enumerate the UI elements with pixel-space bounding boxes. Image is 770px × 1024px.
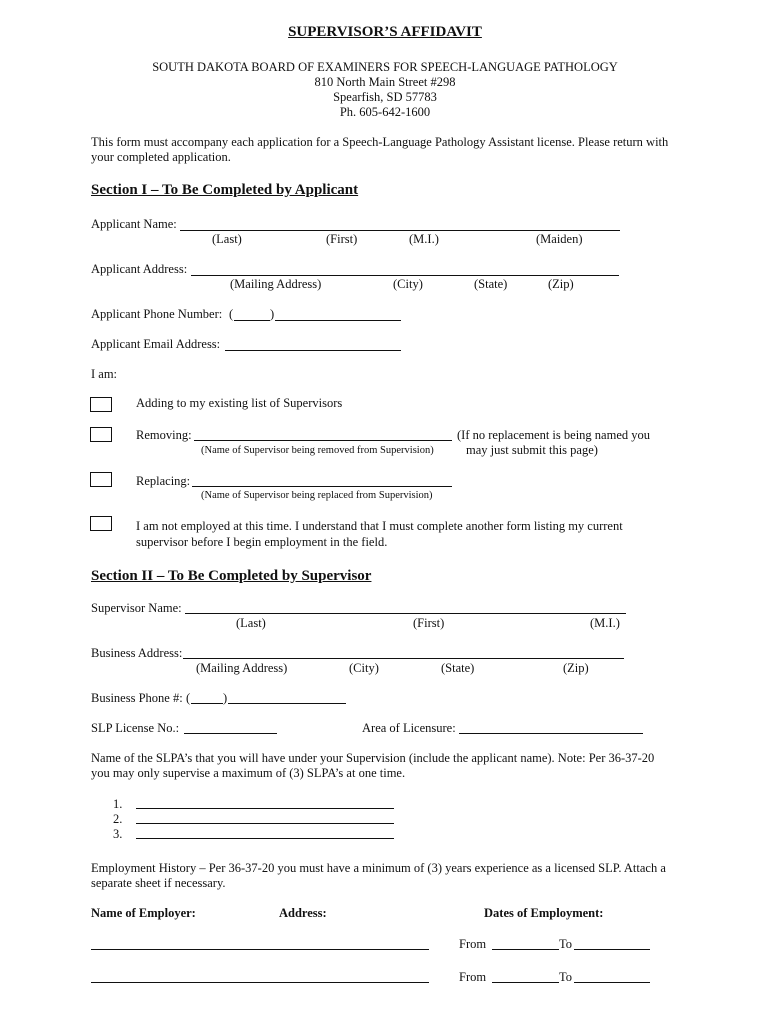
replacing-checkbox[interactable] [90,472,112,487]
phone-paren-open: ( [229,307,234,321]
applicant-name-label: Applicant Name: [91,217,177,231]
replacing-sublabel: (Name of Supervisor being replaced from Supervision) [201,490,433,501]
board-city: Spearfish, SD 57783 [333,90,437,104]
intro-text-2: your completed application. [91,150,231,164]
slpa-number-3: 3. [113,827,123,841]
removing-checkbox[interactable] [90,427,112,442]
biz-phone-paren-close: ) [223,691,228,705]
business-phone-label: Business Phone #: [91,691,183,705]
slpa-name-field-1[interactable] [136,808,394,809]
slpa-name-field-3[interactable] [136,838,394,839]
intro-text: This form must accompany each application for a Speech-Language Pathology Assistant license. Please return with [91,135,669,149]
applicant-name-field[interactable] [180,230,620,231]
to-label-2: To [559,970,573,984]
removing-note: (If no replacement is being named you [457,428,650,442]
address-column-header: Address: [279,906,327,920]
employer-column-header: Name of Employer: [91,906,196,920]
applicant-address-city: (City) [393,277,423,291]
removing-name-field[interactable] [194,440,452,441]
applicant-email-field[interactable] [225,350,401,351]
adding-checkbox[interactable] [90,397,112,412]
applicant-address-field[interactable] [191,275,619,276]
applicant-address-zip: (Zip) [548,277,574,291]
area-licensure-field[interactable] [459,733,643,734]
to-label-1: To [559,937,573,951]
applicant-name-last: (Last) [212,232,242,246]
business-address-field[interactable] [183,658,624,659]
applicant-address-state: (State) [474,277,508,291]
to-date-field-1[interactable] [574,949,650,950]
applicant-name-first: (First) [326,232,358,246]
slp-license-field[interactable] [184,733,277,734]
phone-paren-close: ) [270,307,275,321]
applicant-name-mi: (M.I.) [409,232,439,246]
board-phone: Ph. 605-642-1600 [339,105,431,119]
to-date-field-2[interactable] [574,982,650,983]
replacing-label: Replacing: [136,474,191,488]
removing-note-2: may just submit this page) [466,443,598,457]
employment-instructions: Employment History – Per 36-37-20 you must have a minimum of (3) years experience as a licensed SLP. Attach a [91,861,666,875]
slpa-name-field-2[interactable] [136,823,394,824]
replacing-name-field[interactable] [192,486,452,487]
applicant-email-label: Applicant Email Address: [91,337,221,351]
business-phone-field[interactable] [228,703,346,704]
supervisor-name-label: Supervisor Name: [91,601,182,615]
business-phone-area-field[interactable] [191,703,223,704]
i-am-label: I am: [91,367,118,381]
from-label-2: From [459,970,487,984]
slpa-instructions: Name of the SLPA’s that you will have under your Supervision (include the applicant name). Note: Per 36-37-20 [91,751,655,765]
applicant-address-mailing: (Mailing Address) [230,277,322,291]
board-street: 810 North Main Street #298 [314,75,456,89]
from-date-field-1[interactable] [492,949,559,950]
section1-heading: Section I – To Be Completed by Applicant [91,182,359,198]
applicant-address-label: Applicant Address: [91,262,188,276]
not-employed-checkbox[interactable] [90,516,112,531]
supervisor-name-field[interactable] [185,613,626,614]
supervisor-name-mi: (M.I.) [590,616,620,630]
biz-phone-paren-open: ( [186,691,191,705]
section2-heading: Section II – To Be Completed by Supervisor [91,568,372,584]
adding-label: Adding to my existing list of Supervisors [136,396,343,410]
slpa-instructions-2: you may only supervise a maximum of (3) SLPA’s at one time. [91,766,406,780]
applicant-phone-field[interactable] [275,320,401,321]
applicant-phone-label: Applicant Phone Number: [91,307,223,321]
employer-field-1[interactable] [91,949,429,950]
not-employed-label-2: supervisor before I begin employment in the field. [136,535,388,549]
board-name: SOUTH DAKOTA BOARD OF EXAMINERS FOR SPEECH-LANGUAGE PATHOLOGY [152,60,618,74]
business-address-city: (City) [349,661,379,675]
area-licensure-label: Area of Licensure: [362,721,456,735]
slp-license-label: SLP License No.: [91,721,180,735]
from-label-1: From [459,937,487,951]
removing-label: Removing: [136,428,192,442]
business-address-label: Business Address: [91,646,183,660]
supervisor-name-last: (Last) [236,616,266,630]
business-address-zip: (Zip) [563,661,589,675]
employer-field-2[interactable] [91,982,429,983]
slpa-number-1: 1. [113,797,123,811]
removing-sublabel: (Name of Supervisor being removed from Supervision) [201,445,434,456]
applicant-name-maiden: (Maiden) [536,232,583,246]
page-title: SUPERVISOR’S AFFIDAVIT [288,24,482,40]
supervisor-name-first: (First) [413,616,445,630]
business-address-mailing: (Mailing Address) [196,661,288,675]
business-address-state: (State) [441,661,475,675]
dates-column-header: Dates of Employment: [484,906,604,920]
not-employed-label: I am not employed at this time. I understand that I must complete another form listing my current [136,519,623,533]
slpa-number-2: 2. [113,812,123,826]
from-date-field-2[interactable] [492,982,559,983]
applicant-phone-area-field[interactable] [234,320,270,321]
employment-instructions-2: separate sheet if necessary. [91,876,226,890]
